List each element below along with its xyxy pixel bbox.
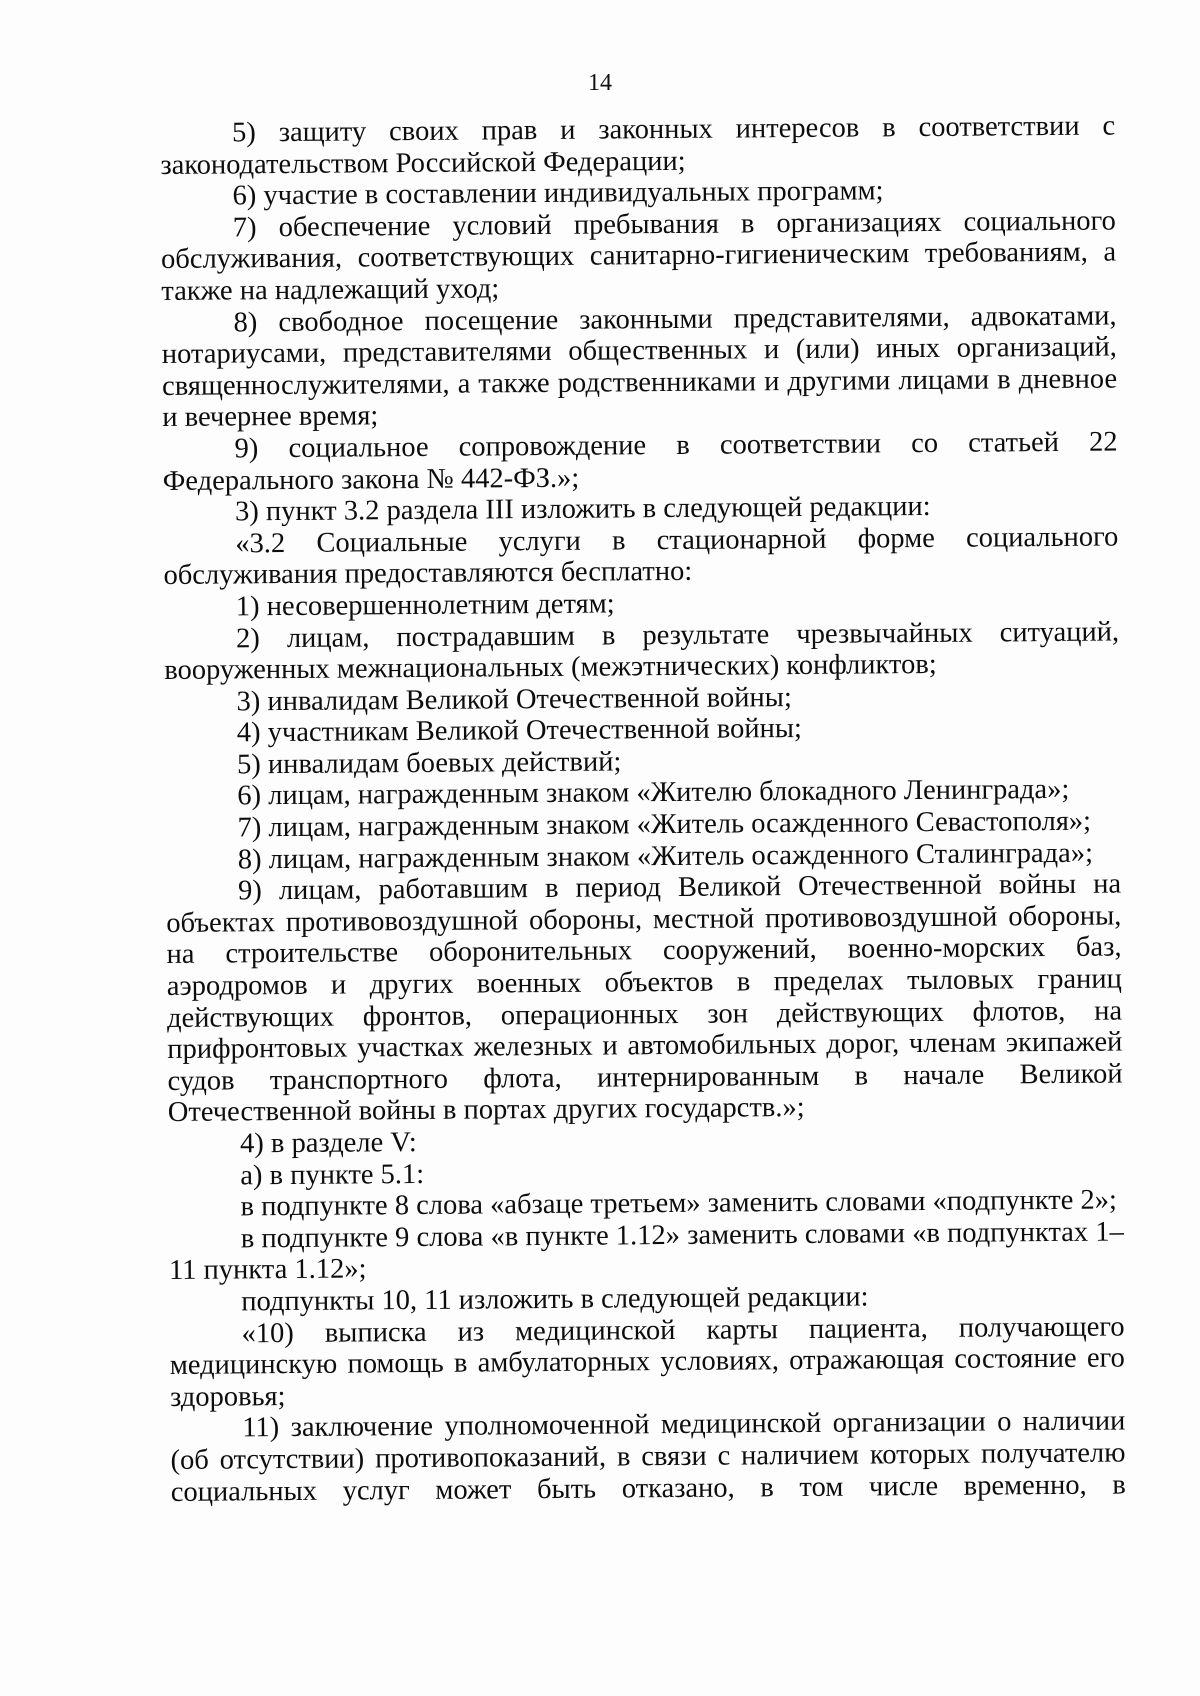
paragraph-free-1: 1) несовершеннолетним детям; [235, 588, 615, 623]
paragraph-free-2: 2) лицам, пострадавшим в результате чрезвычайных ситуаций, вооруженных межнациональных (межэтнических) конфликтов; [164, 615, 1120, 687]
paragraph-free-7: 7) лицам, награжденным знаком «Житель осажденного Севастополя»; [237, 805, 1092, 844]
paragraph-free-8: 8) лицам, награжденным знаком «Житель осажденного Сталинграда»; [237, 837, 1094, 876]
paragraph-subitems-10-11: подпункты 10, 11 изложить в следующей редакции: [241, 1281, 869, 1318]
paragraph-amendment-3: 3) пункт 3.2 раздела III изложить в следующей редакции: [234, 491, 931, 528]
paragraph-item-6: 6) участие в составлении индивидуальных программ; [232, 175, 884, 212]
paragraph-subitem-8: в подпункте 8 слова «абзаце третьем» заменить словами «подпункте 2»; [240, 1184, 1118, 1223]
paragraph-item-8: 8) свободное посещение законными представителями, адвокатами, нотариусами, представителями общественных и (или) иных организаций, священнослужителями, а также родственниками и другими лицами в дневное и вечернее время; [161, 300, 1118, 434]
paragraph-subitem-10: «10) выписка из медицинской карты пациента, получающего медицинскую помощь в амбулаторных условиях, отражающая состояние его здоровья; [169, 1311, 1125, 1413]
document-body [160, 110, 1126, 1508]
paragraph-free-9: 9) лицам, работавшим в период Великой Отечественной войны на объектах противовоздушной обороны, местной противовоздушной обороны, на строительстве оборонительных сооружений, военно-морских баз, аэродромов и других военных объектов в пределах тыловых границ действующих фронтов, операционных зон действующих флотов, на прифронтовых участках железных и автомобильных дорог, членам экипажей судов транспортного флота, интернированным в начале Великой Отечественной войны в портах других государств.»; [166, 868, 1123, 1129]
paragraph-clause-3-2: «3.2 Социальные услуги в стационарной форме социального обслуживания предоставляются бесплатно: [163, 521, 1119, 592]
paragraph-item-7: 7) обеспечение условий пребывания в организациях социального обслуживания, соответствующих санитарно-гигиеническим требованиям, а также на надлежащий уход; [160, 205, 1117, 307]
paragraph-subitem-9: в подпункте 9 слова «в пункте 1.12» заменить словами «в подпунктах 1–11 пункта 1.12»; [168, 1216, 1124, 1287]
paragraph-free-5: 5) инвалидам боевых действий; [236, 746, 622, 781]
paragraph-item-5: 5) защиту своих прав и законных интересов в соответствии с законодательством Российской Федерации; [160, 110, 1116, 181]
paragraph-subitem-11: 11) заключение уполномоченной медицинской организации о наличии (об отсутствии) противопоказаний, в связи с наличием которых получателю социальных услуг может быть отказано, в том числе временно, в [170, 1405, 1126, 1508]
paragraph-free-6: 6) лицам, награжденным знаком «Жителю блокадного Ленинграда»; [237, 774, 1070, 812]
paragraph-free-3: 3) инвалидам Великой Отечественной войны; [236, 681, 792, 718]
paragraph-sub-a: а) в пункте 5.1: [240, 1158, 425, 1191]
paragraph-amendment-4: 4) в разделе V: [239, 1127, 417, 1160]
page-number: 14 [588, 70, 612, 96]
paragraph-free-4: 4) участникам Великой Отечественной войны; [236, 713, 802, 749]
paragraph-item-9: 9) социальное сопровождение в соответствии со статьей 22 Федерального закона № 442-ФЗ.»; [162, 426, 1118, 497]
